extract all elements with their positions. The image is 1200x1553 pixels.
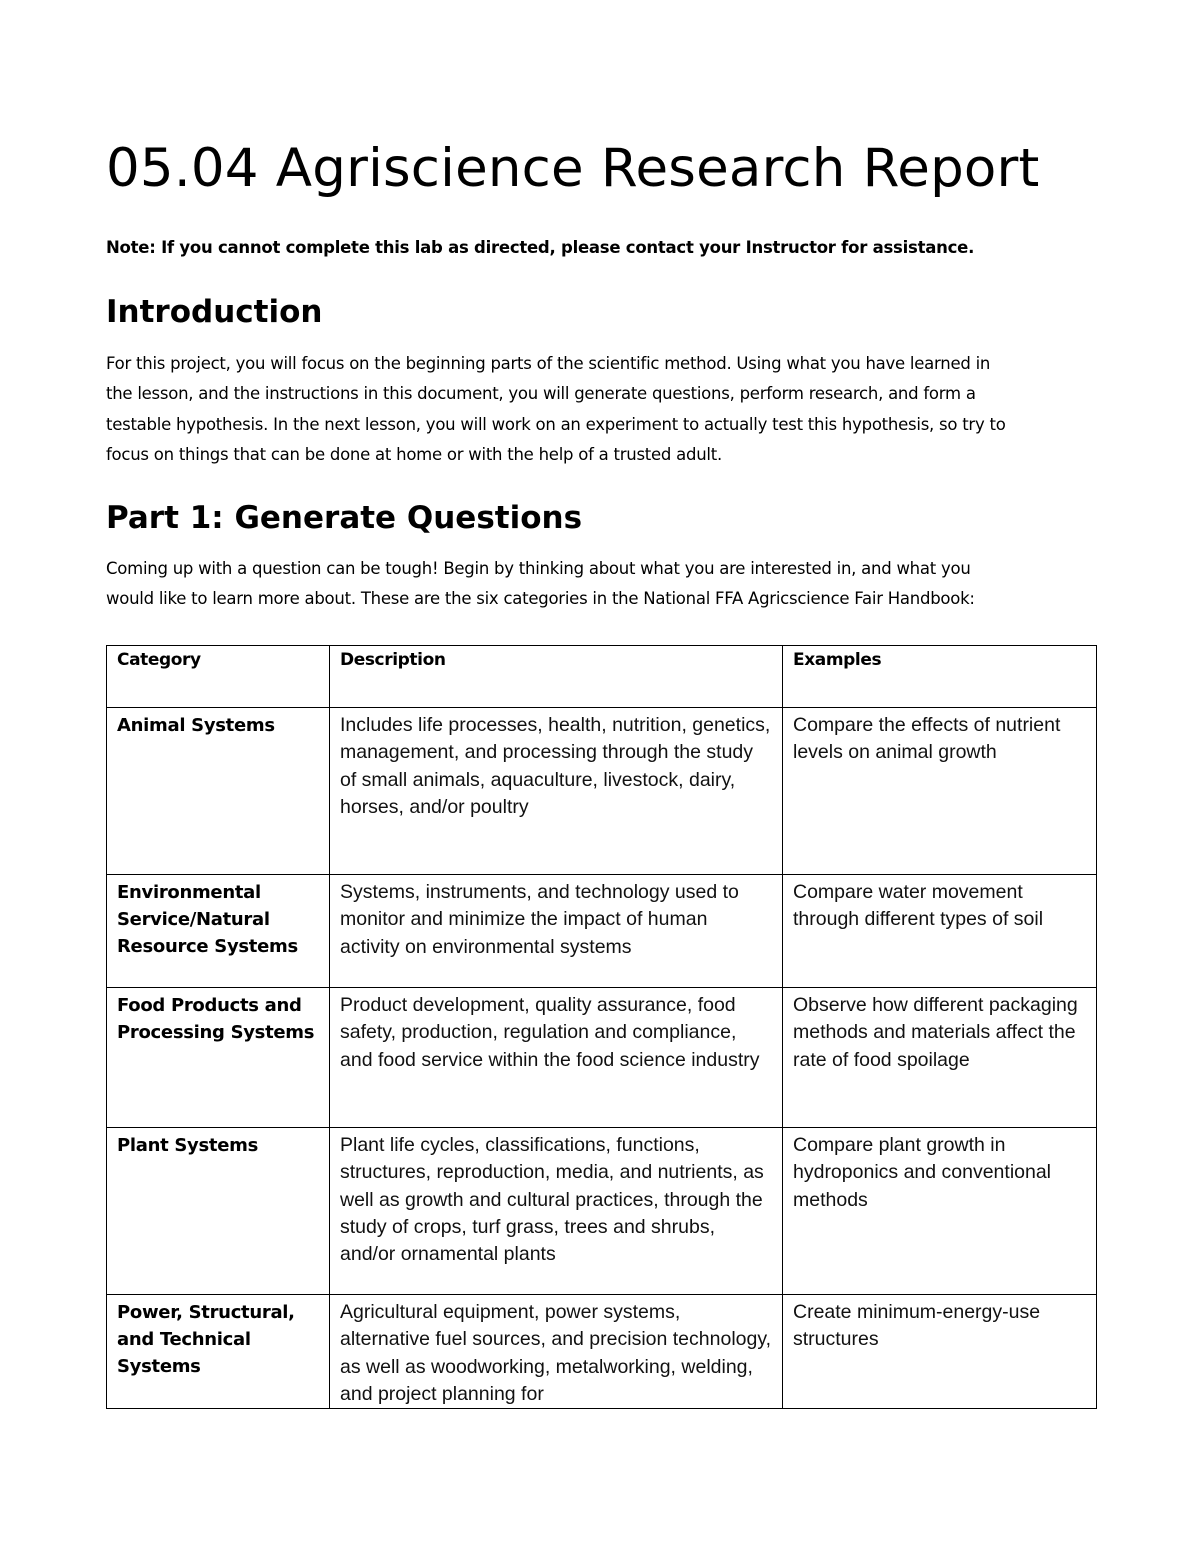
header-examples: Examples [783, 646, 1097, 708]
category-cell: Food Products and Processing Systems [107, 988, 330, 1128]
category-cell: Environmental Service/Natural Resource Systems [107, 875, 330, 988]
part1-line: would like to learn more about. These are the six categories in the National FFA Agricscience Fair Handbook: [106, 589, 975, 609]
description-cell: Systems, instruments, and technology used to monitor and minimize the impact of human activity on environmental systems [330, 875, 783, 988]
examples-cell: Create minimum-energy-use structures [783, 1295, 1097, 1409]
description-cell: Includes life processes, health, nutrition, genetics, management, and processing through the study of small animals, aquaculture, livestock, dairy, horses, and/or poultry [330, 708, 783, 875]
assistance-note: Note: If you cannot complete this lab as directed, please contact your Instructor for assistance. [106, 238, 975, 257]
part1-paragraph [106, 554, 1106, 615]
document-title: 05.04 Agriscience Research Report [106, 138, 1040, 199]
description-cell: Plant life cycles, classifications, functions, structures, reproduction, media, and nutrients, as well as growth and cultural practices, through the study of crops, turf grass, trees and shrubs, and/or ornamental plants [330, 1128, 783, 1295]
category-cell: Power, Structural, and Technical Systems [107, 1295, 330, 1409]
part1-line: Coming up with a question can be tough! Begin by thinking about what you are interested in, and what you [106, 559, 971, 578]
description-cell: Agricultural equipment, power systems, alternative fuel sources, and precision technology, as well as woodworking, metalworking, welding, and project planning for [330, 1295, 783, 1409]
table-row [107, 1128, 1097, 1295]
introduction-line: focus on things that can be done at home or with the help of a trusted adult. [106, 444, 722, 464]
examples-cell: Compare water movement through different types of soil [783, 875, 1097, 988]
table-header-row [107, 646, 1097, 708]
table-row [107, 708, 1097, 875]
category-cell: Plant Systems [107, 1128, 330, 1295]
table-row [107, 1295, 1097, 1409]
header-category: Category [107, 646, 330, 708]
examples-cell: Compare the effects of nutrient levels on animal growth [783, 708, 1097, 875]
examples-cell: Compare plant growth in hydroponics and conventional methods [783, 1128, 1097, 1295]
introduction-line: testable hypothesis. In the next lesson, you will work on an experiment to actually test this hypothesis, so try to [106, 414, 1006, 434]
examples-cell: Observe how different packaging methods and materials affect the rate of food spoilage [783, 988, 1097, 1128]
part1-heading: Part 1: Generate Questions [106, 500, 583, 536]
table-row [107, 988, 1097, 1128]
description-cell: Product development, quality assurance, food safety, production, regulation and compliance, and food service within the food science industry [330, 988, 783, 1128]
introduction-line: the lesson, and the instructions in this document, you will generate questions, perform research, and form a [106, 384, 976, 404]
header-description: Description [330, 646, 783, 708]
categories-table [106, 645, 1097, 1409]
category-cell: Animal Systems [107, 708, 330, 875]
table-row [107, 875, 1097, 988]
introduction-line: For this project, you will focus on the beginning parts of the scientific method. Using what you have learned in [106, 354, 991, 373]
introduction-heading: Introduction [106, 294, 323, 330]
introduction-paragraph [106, 349, 1106, 470]
